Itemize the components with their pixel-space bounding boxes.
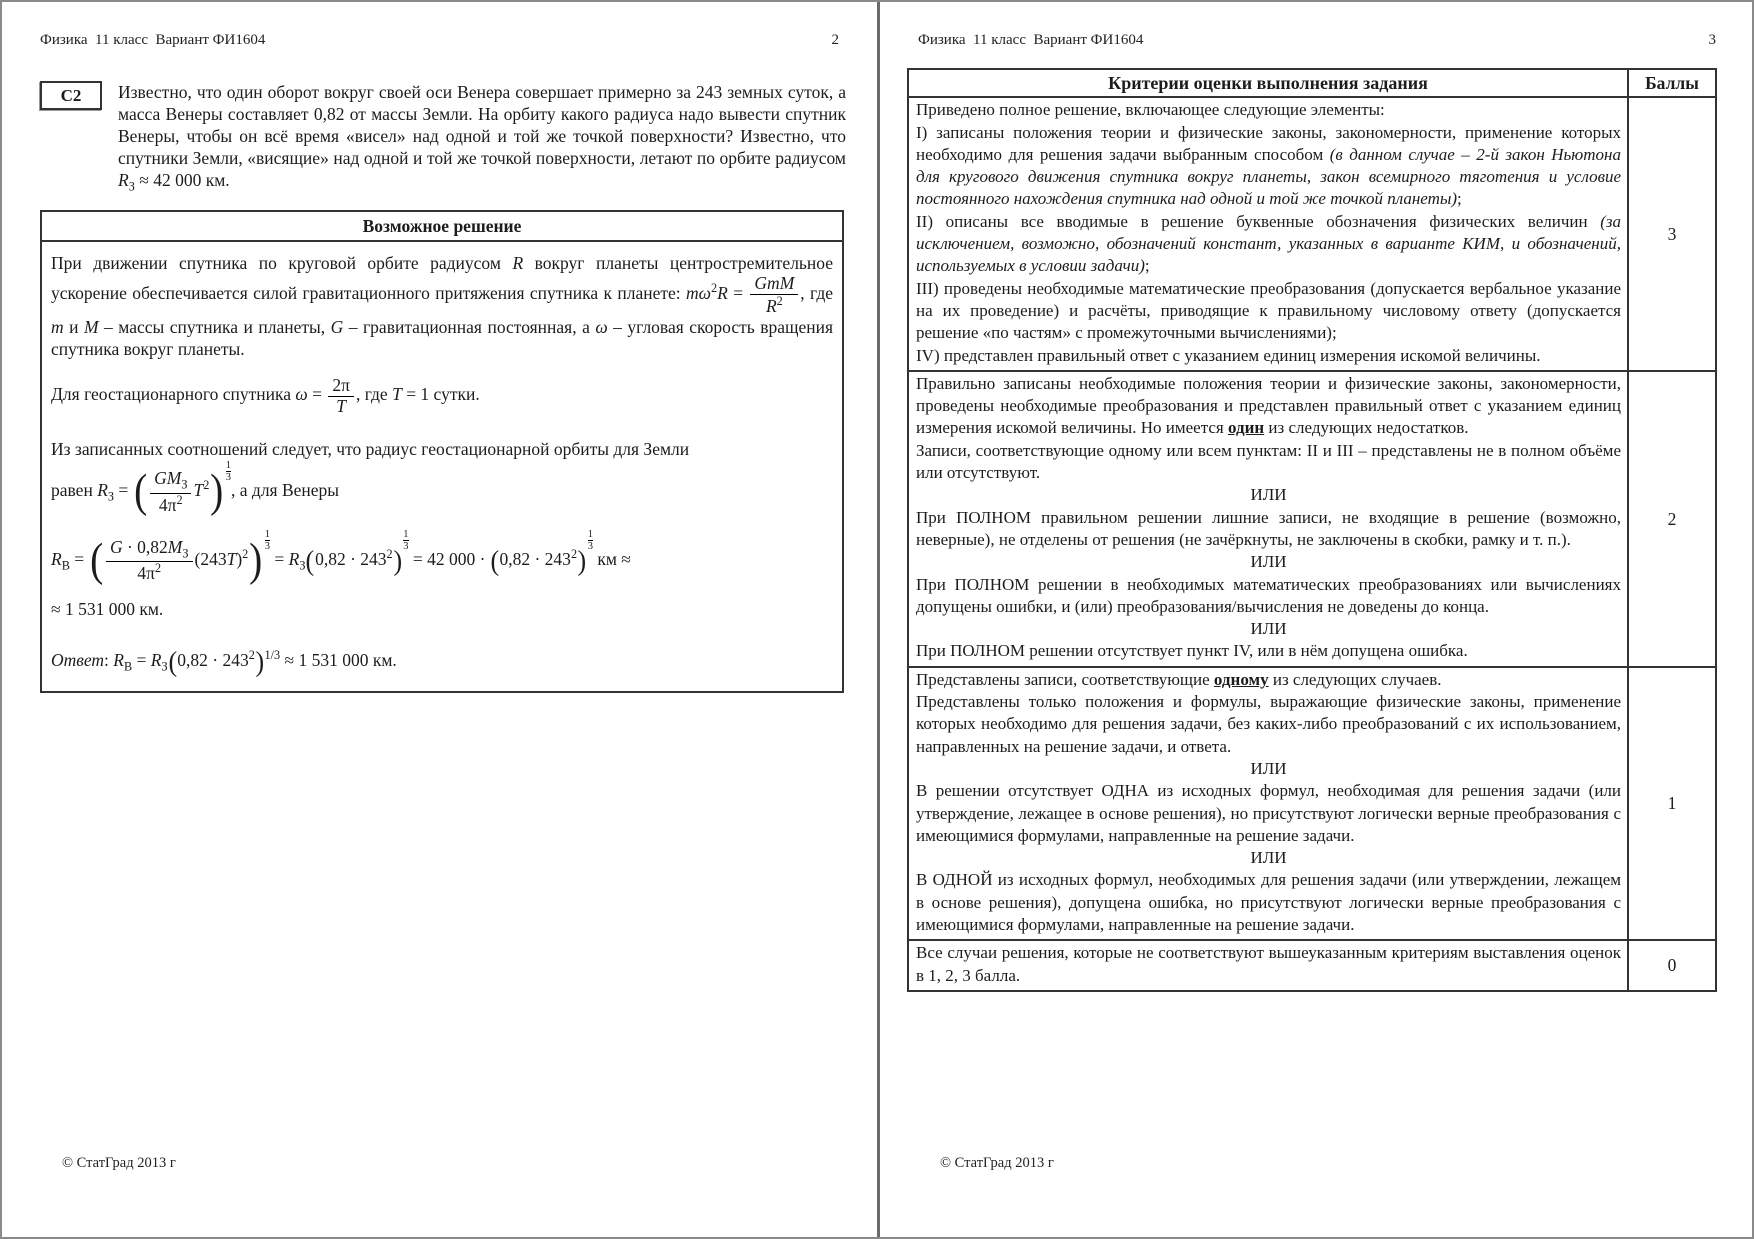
copyright-footer: © СтатГрад 2013 г — [940, 1155, 1054, 1171]
criteria-paragraph: Правильно записаны необходимые положения теории и физические законы, закономерности, проведены необходимые преобразования и представлен правильный ответ с указанием единиц измерения искомой величины. Но имеется один из следующих недостатков. — [916, 373, 1621, 438]
exponent-fraction: $\frac{1}{3}$ — [403, 529, 409, 553]
exponent-fraction: $\frac{1}{3}$ — [225, 460, 232, 484]
solution-answer: Ответ: $R_В = R_З(0,82 \cdot 243^2)^{1/3} \approx 1$ 531 000 км. — [51, 645, 397, 678]
criteria-paragraph: Все случаи решения, которые не соответствуют вышеуказанным критериям выставления оценок в 1, 2, 3 балла. — [916, 943, 1621, 985]
criteria-paragraph: При ПОЛНОМ решении в необходимых математических преобразованиях или вычислениях допущены ошибки, и (или) преобразования/вычисления не доведены до конца. — [916, 574, 1621, 616]
page-number: 3 — [1708, 32, 1716, 48]
criteria-row — [908, 97, 1716, 371]
criteria-text-cell — [908, 371, 1628, 667]
solution-paragraph: Для геостационарного спутника ω = $\frac{2\pi}{T}$ , где T = 1 сутки. — [51, 375, 480, 416]
header-title: Физика 11 класс Вариант ФИ1604 — [40, 32, 266, 48]
criteria-paragraph: Представлены только положения и формулы, выражающие физические законы, применение которых необходимо для решения задачи, без каких-либо преобразований с их использованием, направленных на решение задачи, и ответа. — [916, 692, 1621, 756]
page-number: 2 — [831, 32, 839, 48]
criteria-row — [908, 667, 1716, 941]
criteria-table-body — [908, 97, 1716, 991]
fraction: $\frac{\text{GmM}}{R^2}$ — [750, 274, 798, 316]
or-separator: ИЛИ — [1250, 552, 1287, 572]
or-separator: ИЛИ — [1250, 758, 1287, 778]
criteria-paragraph: III) проведены необходимые математические преобразования (допускается вербальное указание на их проведение) и расчёты, приводящие к правильному числовому ответу (допускается решение «по частям» с промежуточными вычислениями); — [916, 278, 1621, 343]
points-cell: 2 — [1628, 371, 1716, 667]
criteria-text-cell — [908, 97, 1628, 371]
points-cell: 3 — [1628, 97, 1716, 371]
criteria-header-row — [908, 69, 1716, 97]
criteria-table-head — [908, 69, 1716, 97]
page-3-header — [918, 32, 1716, 49]
exponent-fraction: $\frac{1}{3}$ — [587, 529, 593, 553]
criteria-paragraph: При ПОЛНОМ решении отсутствует пункт IV, или в нём допущена ошибка. — [916, 641, 1468, 661]
criteria-paragraph: Записи, соответствующие одному или всем пунктам: II и III – представлены не в полном объёме или отсутствуют. — [916, 440, 1621, 483]
criteria-paragraph: В решении отсутствует ОДНА из исходных формул, необходимая для решения задачи (или утверждение, лежащее в основе решения), но присутствуют логически верные преобразования с имеющимися формулами, направленные на решение задачи. — [916, 781, 1621, 845]
or-separator: ИЛИ — [1250, 485, 1287, 505]
exponent-fraction: $\frac{1}{3}$ — [264, 529, 270, 553]
solution-result: ≈ 1 531 000 км. — [51, 598, 164, 619]
criteria-paragraph: Представлены записи, соответствующие одному из следующих случаев. — [916, 669, 1442, 689]
header-title: Физика 11 класс Вариант ФИ1604 — [918, 32, 1144, 48]
solution-paragraph: При движении спутника по круговой орбите радиусом R вокруг планеты центростремительное ускорение обеспечивается силой гравитационного притяжения спутника к планете: $m\omega^2R$ = $\frac{\text{GmM}}{R^2}$ , где m и M – массы спутника и планеты, G – гравитационная постоянная, а ω – угловая скорость вращения спутника вокруг планеты. — [51, 253, 834, 360]
points-cell: 0 — [1628, 940, 1716, 991]
solution-paragraph: Из записанных соотношений следует, что радиус геостационарной орбиты для Земли — [51, 439, 690, 460]
page-3 — [880, 2, 1754, 1237]
criteria-paragraph: II) описаны все вводимые в решение буквенные обозначения физических величин (за исключением, возможно, обозначений констант, указанных в варианте КИМ, и обозначений, используемых в условии задачи); — [916, 211, 1621, 276]
criteria-paragraph: I) записаны положения теории и физические законы, закономерности, применение которых необходимо для решения задачи выбранным способом (в данном случае – 2-й закон Ньютона для кругового движения спутника вокруг планеты, закон всемирного тяготения и условие постоянного нахождения спутника над одной и той же точкой планеты); — [916, 122, 1621, 209]
task-c2 — [40, 81, 846, 198]
points-cell: 1 — [1628, 667, 1716, 941]
task-statement: Известно, что один оборот вокруг своей оси Венера совершает примерно за 243 земных суток, а масса Венеры составляет 0,82 от массы Земли. На орбиту какого радиуса надо вывести спутник Венеры, чтобы он всё время «висел» над одной и той же точкой поверхности? Известно, что спутники Земли, «висящие» над одной и той же точкой поверхности, летают по орбите радиусом $R_З \approx 42$ 000 км. — [118, 82, 846, 194]
task-label-box: С2 — [40, 81, 102, 110]
points-header: Баллы — [1628, 69, 1716, 97]
criteria-paragraph: IV) представлен правильный ответ с указанием единиц измерения искомой величины. — [916, 345, 1541, 365]
solution-box — [40, 210, 844, 693]
criteria-row — [908, 371, 1716, 667]
copyright-footer: © СтатГрад 2013 г — [62, 1155, 176, 1171]
or-separator: ИЛИ — [1250, 619, 1287, 639]
or-separator: ИЛИ — [1250, 848, 1287, 868]
page-2 — [2, 2, 877, 1237]
solution-title: Возможное решение — [42, 212, 842, 242]
page-2-header — [40, 32, 839, 49]
criteria-title-header: Критерии оценки выполнения задания — [908, 69, 1628, 97]
solution-formula: $R_В$ = ( $\frac{G \cdot 0,82M_З}{4\pi^2}$ $(243T)^2$) $\frac{1}{3}$ = $R_З(0,82 \cdot 243^2)$ $\frac{1}{3}$ = 42 $000 \cdot (0,82 \cdot 243^2)$ $\frac{1}{3}$ км ≈ — [51, 529, 631, 587]
fraction: $\frac{GM_З}{4\pi^2}$ — [150, 469, 191, 515]
criteria-text-cell — [908, 940, 1628, 991]
fraction: $\frac{2\pi}{T}$ — [328, 376, 354, 416]
solution-body — [42, 242, 842, 691]
criteria-paragraph: В ОДНОЙ из исходных формул, необходимых для решения задачи (или утверждении, лежащем в основе решения), допущена ошибка, но присутствуют логически верные преобразования с имеющимися формулами, направленные на решение задачи. — [916, 870, 1621, 934]
fraction: $\frac{G \cdot 0,82M_З}{4\pi^2}$ — [106, 538, 193, 584]
criteria-row — [908, 940, 1716, 991]
criteria-paragraph: При ПОЛНОМ правильном решении лишние записи, не входящие в решение (возможно, неверные), не отделены от решения (не зачёркнуты, не заключены в скобки, рамку и т. п.). — [916, 507, 1621, 549]
solution-formula: равен $R_З$ = ( $\frac{GM_З}{4\pi^2}$ $T^2$) $\frac{1}{3}$ , а для Венеры — [51, 460, 340, 518]
criteria-table — [907, 68, 1717, 992]
criteria-paragraph: Приведено полное решение, включающее следующие элементы: — [916, 100, 1385, 120]
criteria-text-cell — [908, 667, 1628, 941]
